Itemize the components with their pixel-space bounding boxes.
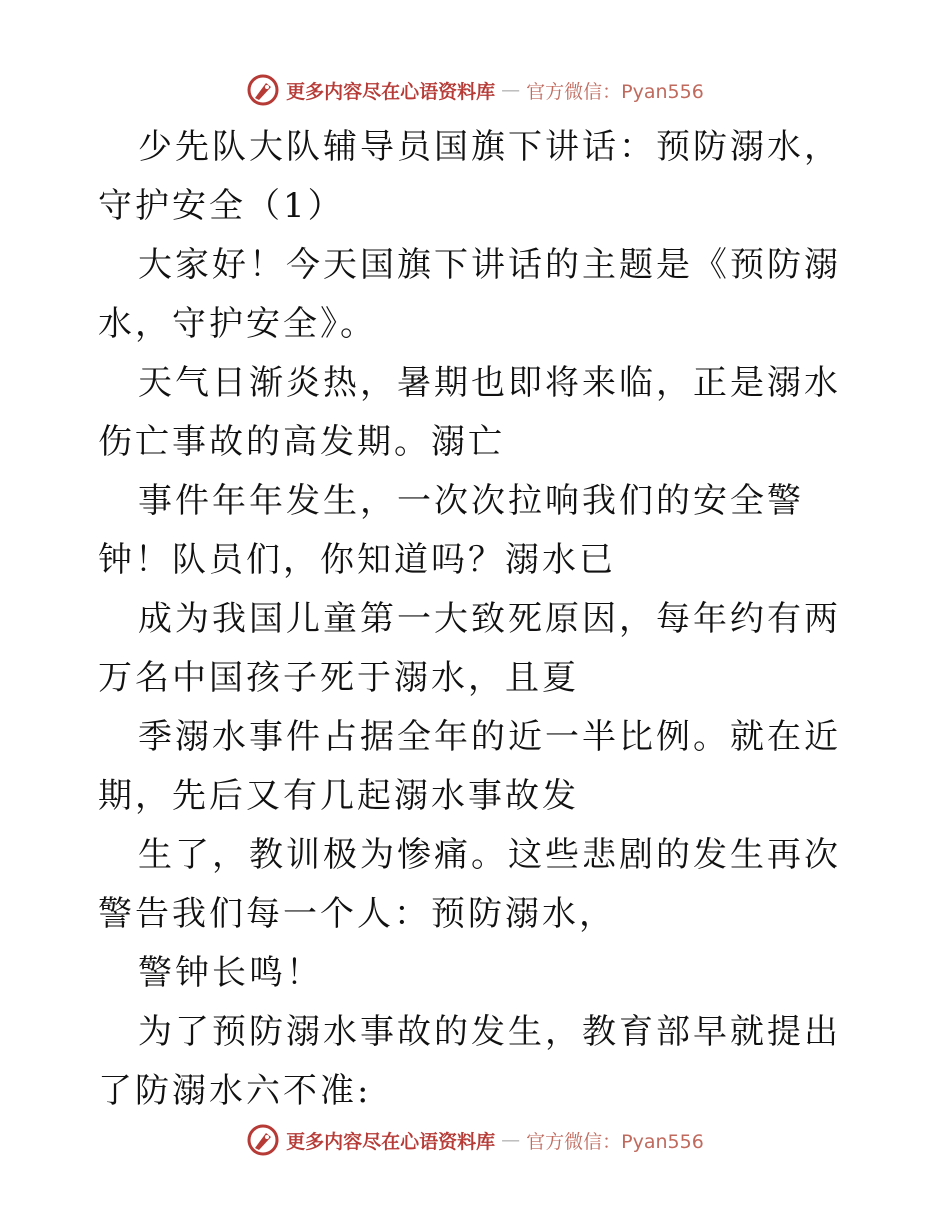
document-body (98, 118, 858, 1121)
watermark-contact-text: 官方微信：Pyan556 (526, 1130, 704, 1153)
paragraph: 大家好！今天国旗下讲话的主题是《预防溺水，守护安全》。 (98, 245, 841, 344)
pen-nib-circle-icon (246, 1123, 280, 1157)
pen-nib-circle-icon (246, 73, 280, 107)
watermark-dash: — (501, 79, 521, 101)
watermark-contact-text: 官方微信：Pyan556 (526, 80, 704, 103)
watermark-main-text: 更多内容尽在心语资料库 (286, 80, 496, 103)
header-watermark (0, 70, 950, 110)
paragraph: 警钟长鸣！ (138, 953, 323, 993)
paragraph-title: 少先队大队辅导员国旗下讲话：预防溺水，守护安全（1） (98, 127, 841, 226)
paragraph: 生了，教训极为惨痛。这些悲剧的发生再次警告我们每一个人：预防溺水， (98, 835, 841, 934)
footer-watermark (0, 1120, 950, 1160)
paragraph: 天气日渐炎热，暑期也即将来临，正是溺水伤亡事故的高发期。溺亡 (98, 363, 841, 462)
watermark-main-text: 更多内容尽在心语资料库 (286, 1130, 496, 1153)
paragraph: 成为我国儿童第一大致死原因，每年约有两万名中国孩子死于溺水，且夏 (98, 599, 841, 698)
paragraph: 事件年年发生，一次次拉响我们的安全警钟！队员们，你知道吗？溺水已 (98, 481, 804, 580)
watermark-dash: — (501, 1129, 521, 1151)
paragraph: 为了预防溺水事故的发生，教育部早就提出了防溺水六不准: (98, 1012, 841, 1111)
paragraph: 季溺水事件占据全年的近一半比例。就在近期，先后又有几起溺水事故发 (98, 717, 841, 816)
